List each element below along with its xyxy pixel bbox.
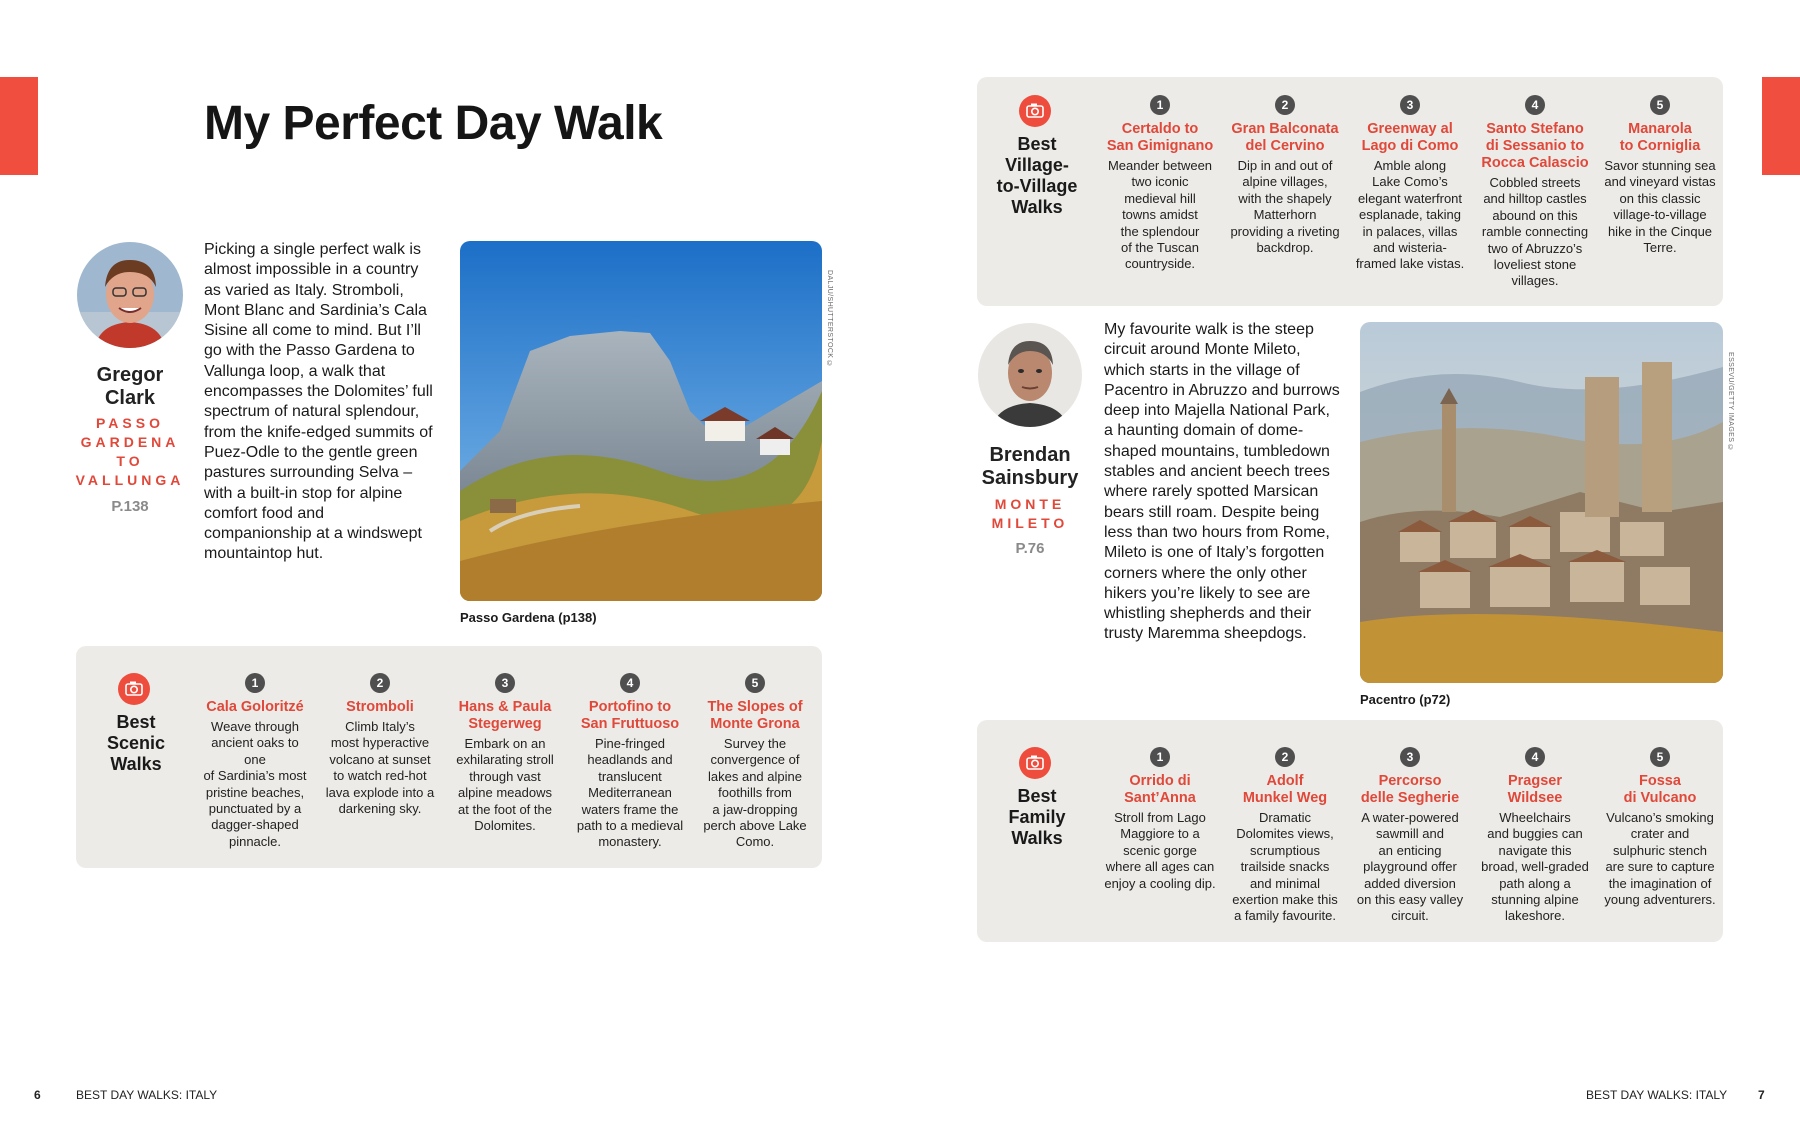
page-title: My Perfect Day Walk: [204, 97, 663, 150]
caption-pacentro: Pacentro (p72): [1360, 692, 1451, 707]
number-badge: 5: [745, 673, 765, 693]
author-walk-gregor: PASSO GARDENA TO VALLUNGA: [75, 415, 185, 488]
village-item-4: [1479, 95, 1591, 290]
item-title: Cala Goloritzé: [206, 699, 304, 715]
scenic-item-4: [575, 673, 685, 851]
number-badge: 2: [1275, 747, 1295, 767]
photo-pacentro: [1360, 322, 1723, 683]
item-desc: Wheelchairs and buggies can navigate this broad, well-graded path along a stunning alpine lakeshore.: [1481, 810, 1589, 924]
intro-text-gregor: Picking a single perfect walk is almost impossible in a country as varied as Italy. Stromboli, Mont Blanc and Sardinia’s Cala Sisine all come to mind. But I’ll go with the Passo Gardena to Vallunga loop, a walk that encompasses the Dolomites’ full spectrum of natural splendour, from the knife-edged summits of Puez-Odle to the gentle green pastures surrounding Selva – with a built-in stop for alpine comfort food and companionship at a windswept mountaintop hut.: [204, 241, 433, 563]
village-item-2: [1229, 95, 1341, 256]
photo-credit-dalju: DALJU/SHUTTERSTOCK ©: [826, 270, 833, 369]
item-title: Orrido di Sant’Anna: [1124, 773, 1196, 806]
right-edge-tab: [1762, 77, 1800, 175]
item-title: Manarola to Corniglia: [1619, 121, 1701, 154]
item-title: Fossa di Vulcano: [1623, 773, 1697, 806]
intro-text-brendan: My favourite walk is the steep circuit around Monte Mileto, which starts in the village of Pacentro in Abruzzo and burrows deep into Majella National Park, a haunting domain of dome-shaped mountains, tumbledown stables and ancient beech trees where rarely spotted Marsican bears still roam. Despite being less than two hours from Rome, Mileto is one of Italy’s forgotten corners where the only other hikers you’re likely to see are whistling shepherds and their trusty Maremma sheepdogs.: [1104, 321, 1340, 643]
family-label: Best Family Walks: [1008, 786, 1066, 848]
family-item-4: [1479, 747, 1591, 925]
scenic-item-2: [325, 673, 435, 817]
number-badge: 2: [370, 673, 390, 693]
family-item-5: [1604, 747, 1716, 908]
best-scenic-walks-box: [76, 646, 822, 868]
item-title: Santo Stefano di Sessanio to Rocca Calascio: [1481, 121, 1589, 171]
camera-icon: [1019, 95, 1051, 127]
page-number-right: 7: [1758, 1088, 1765, 1102]
scenic-item-1: [200, 673, 310, 850]
item-desc: Embark on an exhilarating stroll through vast alpine meadows at the foot of the Dolomites.: [456, 736, 554, 834]
item-title: Pragser Wildsee: [1507, 773, 1563, 806]
number-badge: 1: [1150, 95, 1170, 115]
number-badge: 3: [495, 673, 515, 693]
village-item-5: [1604, 95, 1716, 256]
scenic-item-3: [450, 673, 560, 834]
item-title: The Slopes of Monte Grona: [707, 699, 803, 732]
number-badge: 5: [1650, 747, 1670, 767]
family-item-2: [1229, 747, 1341, 925]
item-desc: Survey the convergence of lakes and alpine foothills from a jaw-dropping perch above Lake Como.: [703, 736, 807, 850]
item-desc: Amble along Lake Como’s elegant waterfront esplanade, taking in palaces, villas and wisteria- framed lake vistas.: [1355, 158, 1465, 272]
item-title: Adolf Munkel Weg: [1242, 773, 1328, 806]
item-desc: Dip in and out of alpine villages, with the shapely Matterhorn providing a riveting backdrop.: [1230, 158, 1340, 256]
item-desc: Weave through ancient oaks to one of Sardinia’s most pristine beaches, punctuated by a dagger-shaped pinnacle.: [203, 719, 307, 849]
number-badge: 4: [1525, 95, 1545, 115]
village-item-1: [1104, 95, 1216, 273]
item-title: Hans & Paula Stegerweg: [458, 699, 552, 732]
item-title: Certaldo to San Gimignano: [1106, 121, 1214, 154]
item-desc: A water-powered sawmill and an enticing playground offer added diversion on this easy valley circuit.: [1356, 810, 1464, 924]
author-name-brendan: Brendan Sainsbury: [981, 444, 1079, 489]
item-desc: Meander between two iconic medieval hill towns amidst the splendour of the Tuscan countryside.: [1107, 158, 1213, 272]
item-title: Stromboli: [346, 699, 414, 715]
item-desc: Pine-fringed headlands and translucent Mediterranean waters frame the path to a medieval monastery.: [576, 736, 684, 850]
author-walk-brendan: MONTE MILETO: [991, 496, 1069, 531]
author-page-brendan: P.76: [1015, 540, 1045, 557]
author-avatar-brendan: [978, 323, 1082, 427]
family-item-3: [1354, 747, 1466, 925]
best-family-walks-box: [977, 720, 1723, 942]
author-page-gregor: P.138: [111, 498, 149, 515]
number-badge: 4: [1525, 747, 1545, 767]
item-title: Percorso delle Segherie: [1360, 773, 1460, 806]
item-title: Greenway al Lago di Como: [1361, 121, 1459, 154]
scenic-label: Best Scenic Walks: [106, 712, 166, 774]
number-badge: 2: [1275, 95, 1295, 115]
item-desc: Climb Italy’s most hyperactive volcano at sunset to watch red-hot lava explode into a darkening sky.: [325, 719, 435, 817]
author-name-gregor: Gregor Clark: [96, 364, 164, 409]
photo-credit-essevu: ESSEVU/GETTY IMAGES ©: [1727, 352, 1734, 453]
photo-passo-gardena: [460, 241, 822, 601]
left-edge-tab: [0, 77, 38, 175]
number-badge: 5: [1650, 95, 1670, 115]
number-badge: 3: [1400, 747, 1420, 767]
best-village-walks-box: [977, 77, 1723, 306]
item-desc: Vulcano’s smoking crater and sulphuric stench are sure to capture the imagination of young adventurers.: [1604, 810, 1716, 908]
item-desc: Dramatic Dolomites views, scrumptious trailside snacks and minimal exertion make this a family favourite.: [1232, 810, 1338, 924]
running-footer-left: BEST DAY WALKS: ITALY: [76, 1088, 218, 1102]
item-desc: Cobbled streets and hilltop castles abound on this ramble connecting two of Abruzzo’s loveliest stone villages.: [1481, 175, 1589, 289]
family-item-1: [1104, 747, 1216, 892]
caption-passo-gardena: Passo Gardena (p138): [460, 610, 597, 625]
number-badge: 1: [1150, 747, 1170, 767]
scenic-item-5: [700, 673, 810, 851]
item-title: Gran Balconata del Cervino: [1231, 121, 1339, 154]
author-avatar-gregor: [77, 242, 183, 348]
running-footer-right: BEST DAY WALKS: ITALY: [1586, 1088, 1728, 1102]
village-item-3: [1354, 95, 1466, 273]
item-title: Portofino to San Fruttuoso: [580, 699, 680, 732]
village-label: Best Village- to-Village Walks: [996, 134, 1078, 217]
number-badge: 3: [1400, 95, 1420, 115]
item-desc: Stroll from Lago Maggiore to a scenic gorge where all ages can enjoy a cooling dip.: [1104, 810, 1216, 891]
number-badge: 4: [620, 673, 640, 693]
camera-icon: [1019, 747, 1051, 779]
number-badge: 1: [245, 673, 265, 693]
page-number-left: 6: [34, 1088, 41, 1102]
camera-icon: [118, 673, 150, 705]
item-desc: Savor stunning sea and vineyard vistas on this classic village-to-village hike in the Cinque Terre.: [1604, 158, 1716, 256]
